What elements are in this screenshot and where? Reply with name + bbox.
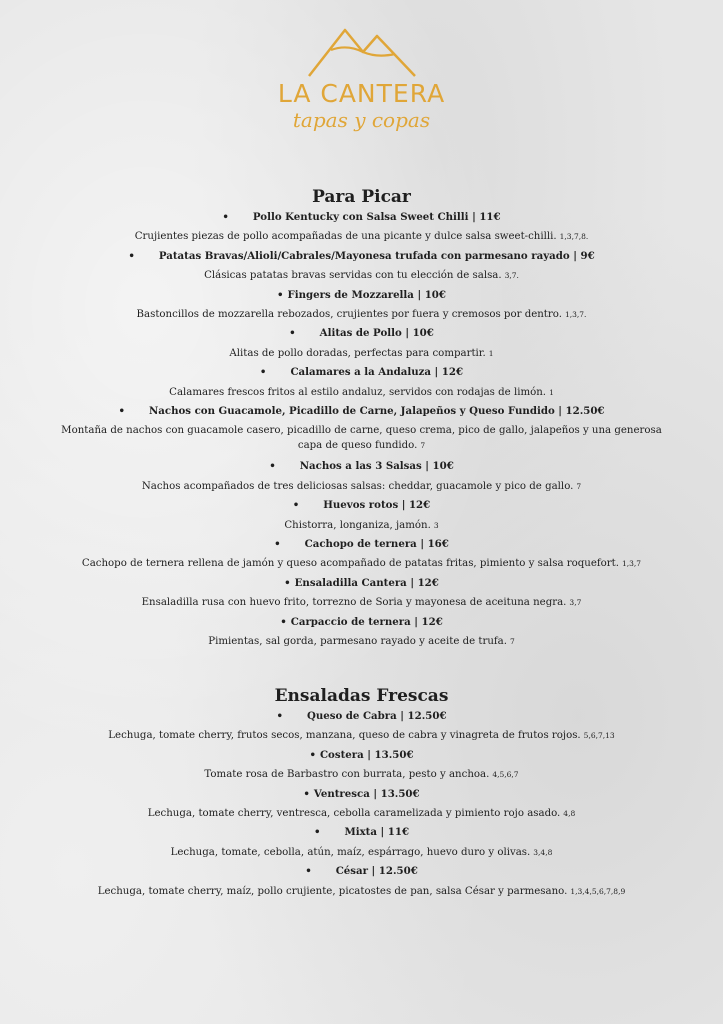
menu-item-name: • Nachos con Guacamole, Picadillo de Carne, Jalapeños y Queso Fundido | 12.50€ xyxy=(118,404,605,417)
bullet: • xyxy=(274,537,281,550)
brand-name: LA CANTERA xyxy=(277,79,446,108)
menu-item-desc: Alitas de pollo doradas, perfectas para compartir. 1 xyxy=(229,347,494,359)
menu-item-name: • Cachopo de ternera | 16€ xyxy=(274,537,449,550)
menu-item-name: • Nachos a las 3 Salsas | 10€ xyxy=(269,460,454,473)
bullet: • xyxy=(305,865,312,878)
allergens: 7 xyxy=(420,441,426,451)
menu-item-name: • Alitas de Pollo | 10€ xyxy=(289,327,434,340)
section-ensaladas-frescas xyxy=(0,685,723,901)
allergens: 1 xyxy=(488,348,494,358)
bullet: • xyxy=(292,499,300,512)
allergens: 3 xyxy=(433,520,439,530)
bullet: • xyxy=(128,249,135,262)
menu-item-desc: Bastoncillos de mozzarella rebozados, crujientes por fuera y cremosos por dentro. 1,3,7. xyxy=(136,308,587,320)
menu-item-name: • Costera | 13.50€ xyxy=(309,748,414,761)
bullet: • xyxy=(303,787,310,800)
logo xyxy=(0,22,723,131)
bullet: • xyxy=(276,710,283,722)
menu-item-name: • Fingers de Mozzarella | 10€ xyxy=(277,288,446,301)
bullet: • xyxy=(313,826,321,839)
allergens: 1,3,7 xyxy=(621,559,642,569)
allergens: 3,7 xyxy=(569,598,582,608)
menu-item-desc: Cachopo de ternera rellena de jamón y queso acompañado de patatas fritas, pimiento y salsa roquefort. 1,3,7 xyxy=(81,558,642,570)
allergens: 4,5,6,7 xyxy=(492,770,519,780)
bullet: • xyxy=(269,460,276,473)
allergens: 7 xyxy=(509,636,515,646)
menu-item-name: • Ventresca | 13.50€ xyxy=(303,787,420,800)
menu-item-desc: Clásicas patatas bravas servidas con tu elección de salsa. 3,7. xyxy=(204,270,519,282)
menu-item-name: • Patatas Bravas/Alioli/Cabrales/Mayonesa trufada con parmesano rayado | 9€ xyxy=(128,249,595,262)
bullet: • xyxy=(289,327,296,340)
allergens: 4,8 xyxy=(563,808,576,818)
menu-item-name: • Carpaccio de ternera | 12€ xyxy=(280,615,443,628)
allergens: 1,3,7,8. xyxy=(559,232,589,242)
menu-item-name: • Mixta | 11€ xyxy=(313,826,410,839)
menu-item-desc: Ensaladilla rusa con huevo frito, torrezno de Soria y mayonesa de aceituna negra. 3,7 xyxy=(141,597,582,609)
menu-item-desc: Lechuga, tomate, cebolla, atún, maíz, espárrago, huevo duro y olivas. 3,4,8 xyxy=(170,846,553,858)
section-title: Ensaladas Frescas xyxy=(274,686,449,706)
menu-item-desc: Lechuga, tomate cherry, ventresca, cebolla caramelizada y pimiento rojo asado. 4,8 xyxy=(147,807,576,819)
menu-item-desc: Nachos acompañados de tres deliciosas salsas: cheddar, guacamole y pico de gallo. 7 xyxy=(141,480,582,492)
bullet: • xyxy=(309,748,316,761)
mountain-icon xyxy=(307,22,417,78)
menu-item-desc: Tomate rosa de Barbastro con burrata, pesto y anchoa. 4,5,6,7 xyxy=(204,769,519,781)
allergens: 1,3,7. xyxy=(564,309,587,319)
bullet: • xyxy=(284,576,291,589)
menu-item-name: • César | 12.50€ xyxy=(305,865,418,878)
section-title: Para Picar xyxy=(312,187,411,207)
menu-item-name: • Pollo Kentucky con Salsa Sweet Chilli | 11€ xyxy=(222,211,501,223)
menu-item-desc: Lechuga, tomate cherry, frutos secos, manzana, queso de cabra y vinagreta de frutos rojos. 5,6,7,13 xyxy=(108,730,615,742)
allergens: 3,7. xyxy=(504,271,519,281)
menu-item-desc: Chistorra, longaniza, jamón. 3 xyxy=(284,519,439,531)
menu-item-desc: Pimientas, sal gorda, parmesano rayado y aceite de trufa. 7 xyxy=(208,635,515,647)
menu-item-desc: Montaña de nachos con guacamole casero, picadillo de carne, queso crema, pico de gallo, jalapeños y una generosa capa de queso fundido. 7 xyxy=(61,425,662,452)
allergens: 3,4,8 xyxy=(533,847,553,857)
allergens: 1 xyxy=(549,387,554,397)
bullet: • xyxy=(222,211,229,223)
menu-item-name: • Queso de Cabra | 12.50€ xyxy=(276,710,447,722)
menu-item-desc: Calamares frescos fritos al estilo andaluz, servidos con rodajas de limón. 1 xyxy=(169,386,554,398)
menu-item-desc: Crujientes piezas de pollo acompañadas de una picante y dulce salsa sweet-chilli. 1,3,7,8. xyxy=(134,231,589,243)
menu-item-name: • Huevos rotos | 12€ xyxy=(292,499,431,512)
allergens: 1,3,4,5,6,7,8,9 xyxy=(570,886,626,896)
allergens: 5,6,7,13 xyxy=(583,731,615,741)
bullet: • xyxy=(259,366,267,379)
menu-item-desc: Lechuga, tomate cherry, maíz, pollo crujiente, picatostes de pan, salsa César y parmesano. 1,3,4,5,6,7,8,9 xyxy=(97,885,626,897)
menu-item-name: • Ensaladilla Cantera | 12€ xyxy=(284,576,439,589)
menu-item-name: • Calamares a la Andaluza | 12€ xyxy=(259,366,464,379)
allergens: 7 xyxy=(576,481,582,491)
bullet: • xyxy=(280,615,287,628)
bullet: • xyxy=(118,404,125,417)
brand-subtitle: tapas y copas xyxy=(292,108,431,132)
section-para-picar xyxy=(0,186,723,651)
bullet: • xyxy=(277,288,284,301)
